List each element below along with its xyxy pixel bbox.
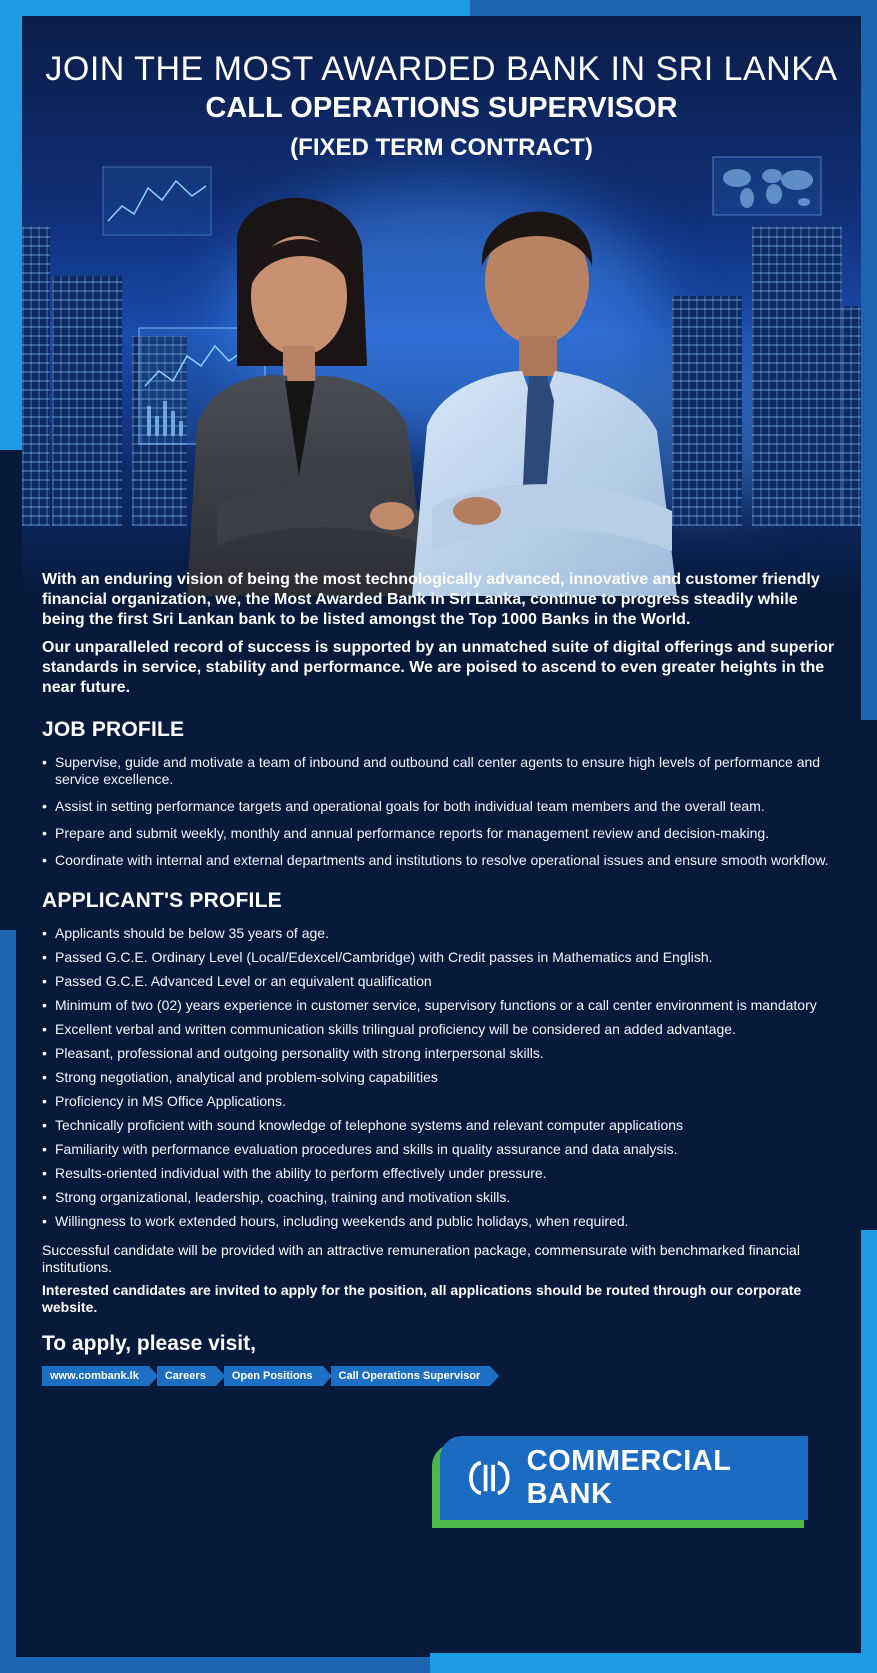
intro-paragraph-1: With an enduring vision of being the most technologically advanced, innovative and customer friendly financial organization, we, the Most Awarded Bank in Sri Lanka, continue to progress steadily while being the first Sri Lankan bank to be listed amongst the Top 1000 Banks in the World. — [42, 571, 820, 628]
apply-instructions: Interested candidates are invited to apply for the position, all applications should be routed through our corporate website. — [42, 1282, 802, 1315]
frame-top-right-bar — [450, 0, 877, 16]
contract-type: (FIXED TERM CONTRACT) — [290, 134, 593, 161]
list-item: • Strong organizational, leadership, coaching, training and motivation skills. — [42, 1189, 842, 1206]
list-item: • Prepare and submit weekly, monthly and annual performance reports for management review and decision-making. — [42, 825, 842, 842]
commercial-bank-logo — [432, 1436, 808, 1528]
list-item: • Willingness to work extended hours, including weekends and public holidays, when required. — [42, 1213, 842, 1230]
frame-right-bar — [861, 0, 877, 720]
bank-emblem-icon — [462, 1458, 517, 1498]
list-item: • Technically proficient with sound knowledge of telephone systems and relevant computer applications — [42, 1117, 842, 1134]
breadcrumb — [42, 1366, 842, 1388]
intro-paragraph-2: Our unparalleled record of success is supported by an unmatched suite of digital offerings and superior standards in service, stability and performance. We are poised to ascend to even greater heights in the near future. — [42, 639, 835, 696]
frame-left-accent — [0, 0, 22, 450]
advert-panel — [22, 16, 861, 1653]
list-item: • Passed G.C.E. Advanced Level or an equivalent qualification — [42, 973, 842, 990]
logo-text: COMMERCIAL BANK — [526, 1445, 731, 1510]
breadcrumb-careers-link[interactable]: Careers — [157, 1366, 216, 1386]
professionals-photo — [177, 176, 737, 596]
job-title: CALL OPERATIONS SUPERVISOR — [205, 92, 678, 124]
apply-heading: To apply, please visit, — [42, 1332, 256, 1355]
list-item: • Assist in setting performance targets and operational goals for both individual team members and the overall team. — [42, 798, 842, 815]
city-building — [842, 306, 861, 526]
applicant-profile-list — [42, 925, 842, 1230]
list-item: • Proficiency in MS Office Applications. — [42, 1093, 842, 1110]
list-item: • Excellent verbal and written communication skills trilingual proficiency will be considered an added advantage. — [42, 1021, 842, 1038]
job-profile-title: JOB PROFILE — [42, 718, 185, 741]
list-item: • Minimum of two (02) years experience in customer service, supervisory functions or a call center environment is mandatory — [42, 997, 842, 1014]
remuneration-note: Successful candidate will be provided with an attractive remuneration package, commensurate with benchmarked financial institutions. — [42, 1242, 800, 1275]
list-item: • Familiarity with performance evaluation procedures and skills in quality assurance and data analysis. — [42, 1141, 842, 1158]
list-item: • Results-oriented individual with the ability to perform effectively under pressure. — [42, 1165, 842, 1182]
city-building — [752, 226, 842, 526]
breadcrumb-position-link[interactable]: Call Operations Supervisor — [331, 1366, 491, 1386]
body-content — [42, 570, 842, 1388]
list-item: • Applicants should be below 35 years of age. — [42, 925, 842, 942]
list-item: • Strong negotiation, analytical and problem-solving capabilities — [42, 1069, 842, 1086]
list-item: • Passed G.C.E. Ordinary Level (Local/Edexcel/Cambridge) with Credit passes in Mathematics and English. — [42, 949, 842, 966]
applicant-profile-title: APPLICANT'S PROFILE — [42, 889, 282, 912]
hero-image — [22, 16, 861, 596]
headline-line-1: JOIN THE MOST AWARDED BANK IN SRI LANKA — [45, 50, 838, 88]
city-building — [52, 276, 122, 526]
list-item: • Pleasant, professional and outgoing personality with strong interpersonal skills. — [42, 1045, 842, 1062]
breadcrumb-website-link[interactable]: www.combank.lk — [42, 1366, 149, 1386]
list-item: • Coordinate with internal and external departments and institutions to resolve operational issues and ensure smooth workflow. — [42, 852, 842, 869]
city-building — [22, 226, 50, 526]
job-profile-list — [42, 754, 842, 869]
frame-bottom-accent — [430, 1651, 877, 1673]
breadcrumb-open-positions-link[interactable]: Open Positions — [224, 1366, 323, 1386]
list-item: • Supervise, guide and motivate a team of inbound and outbound call center agents to ensure high levels of performance and service excellence. — [42, 754, 842, 788]
frame-left-bar — [0, 930, 16, 1673]
